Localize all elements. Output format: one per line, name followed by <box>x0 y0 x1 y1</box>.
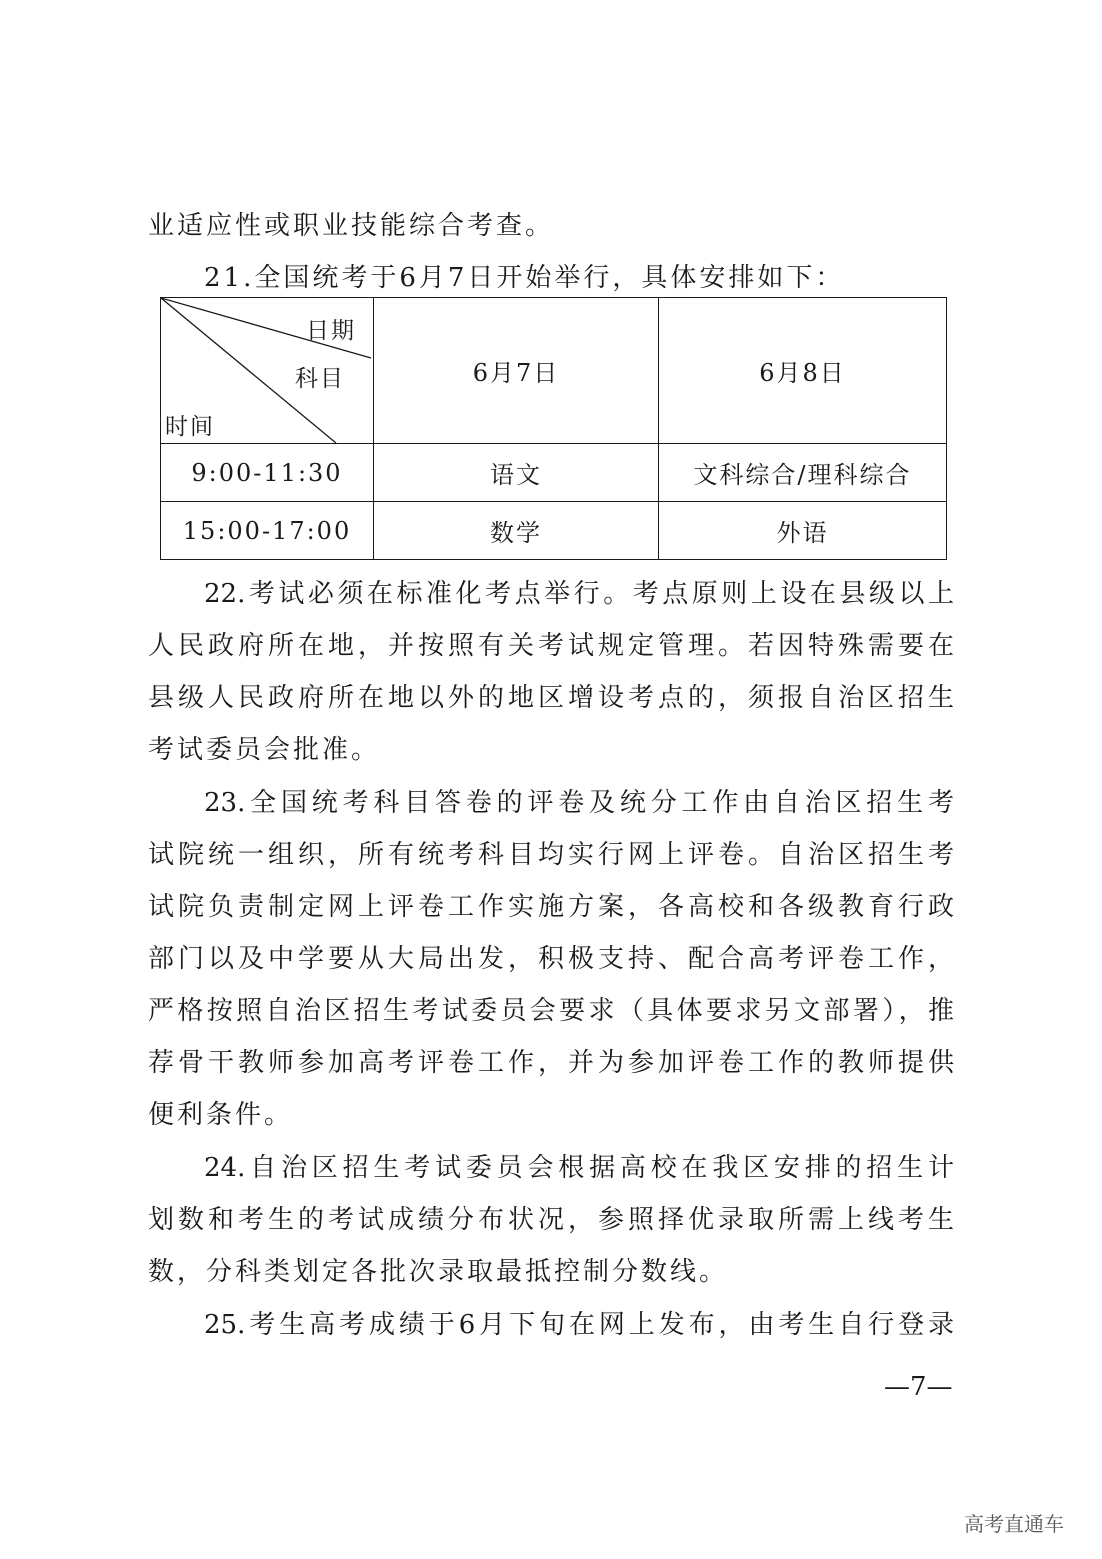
paragraph-22-line-3: 县级人民政府所在地以外的地区增设考点的，须报自治区招生 <box>148 683 954 713</box>
paragraph-20-tail: 业适应性或职业技能综合考查。 <box>148 211 555 241</box>
paragraph-21: 21.全国统考于6月7日开始举行，具体安排如下： <box>204 263 845 293</box>
corner-label-date: 日期 <box>306 318 356 344</box>
subject-cell-day2: 文科综合/理科综合 <box>658 444 946 502</box>
schedule-row-afternoon <box>161 502 947 560</box>
paragraph-24-line-2: 划数和考生的考试成绩分布状况，参照择优录取所需上线考生 <box>148 1205 954 1235</box>
paragraph-23-line-4: 部门以及中学要从大局出发，积极支持、配合高考评卷工作， <box>148 944 954 974</box>
paragraph-24-line-3: 数，分科类划定各批次录取最抵控制分数线。 <box>148 1257 729 1287</box>
time-cell: 9:00-11:30 <box>161 444 374 502</box>
subject-cell-day1: 数学 <box>374 502 659 560</box>
corner-header-cell <box>161 298 374 444</box>
date-header-day2: 6月8日 <box>658 298 946 444</box>
paragraph-23-line-1: 23.全国统考科目答卷的评卷及统分工作由自治区招生考 <box>204 788 954 818</box>
paragraph-23-line-5: 严格按照自治区招生考试委员会要求（具体要求另文部署），推 <box>148 996 954 1026</box>
paragraph-24-line-1: 24.自治区招生考试委员会根据高校在我区安排的招生计 <box>204 1153 954 1183</box>
subject-cell-day2: 外语 <box>658 502 946 560</box>
schedule-row-morning <box>161 444 947 502</box>
paragraph-22-line-4: 考试委员会批准。 <box>148 735 381 765</box>
paragraph-23-line-6: 荐骨干教师参加高考评卷工作，并为参加评卷工作的教师提供 <box>148 1048 954 1078</box>
corner-label-time: 时间 <box>165 414 215 440</box>
paragraph-23-line-7: 便利条件。 <box>148 1100 294 1130</box>
subject-cell-day1: 语文 <box>374 444 659 502</box>
exam-schedule-table <box>160 297 947 560</box>
watermark: 高考直通车 <box>964 1512 1064 1536</box>
page-number: —7— <box>884 1372 953 1402</box>
schedule-header-row <box>161 298 947 444</box>
paragraph-22-line-2: 人民政府所在地，并按照有关考试规定管理。若因特殊需要在 <box>148 631 954 661</box>
date-header-day1: 6月7日 <box>374 298 659 444</box>
time-cell: 15:00-17:00 <box>161 502 374 560</box>
corner-label-subject: 科目 <box>295 366 345 392</box>
paragraph-25-line-1: 25.考生高考成绩于6月下旬在网上发布，由考生自行登录 <box>204 1310 954 1340</box>
paragraph-23-line-2: 试院统一组织，所有统考科目均实行网上评卷。自治区招生考 <box>148 840 954 870</box>
paragraph-22-line-1: 22.考试必须在标准化考点举行。考点原则上设在县级以上 <box>204 579 954 609</box>
diagonal-header <box>161 298 373 443</box>
paragraph-23-line-3: 试院负责制定网上评卷工作实施方案，各高校和各级教育行政 <box>148 892 954 922</box>
